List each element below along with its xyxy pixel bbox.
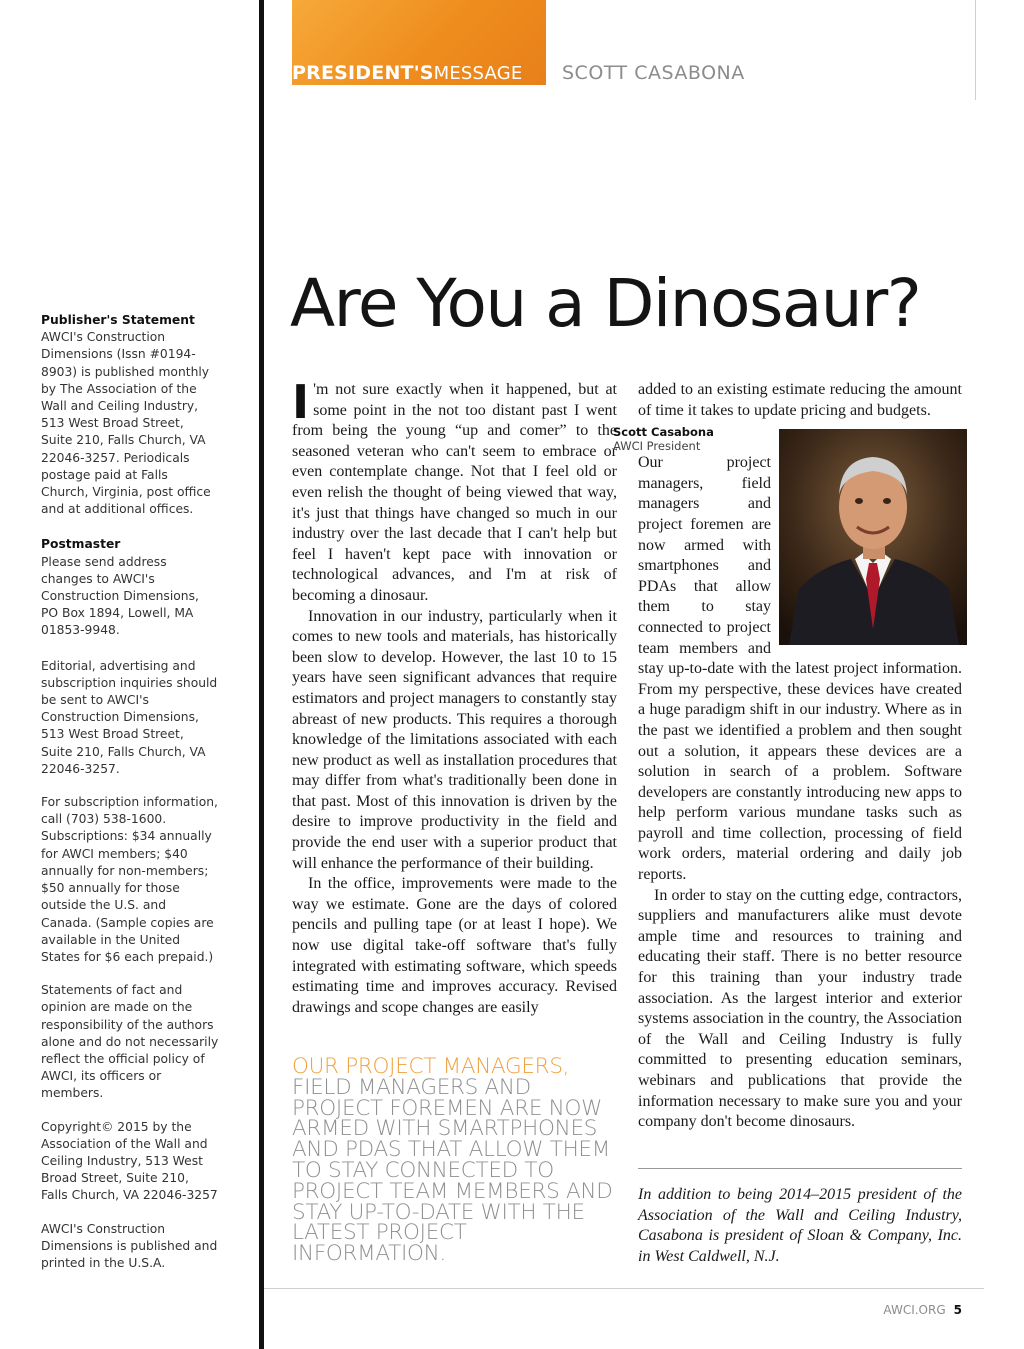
article-paragraph-2: Innovation in our industry, particularly when it comes to new tools and materials, has historically been slow to develop. However, the last 10 to 15 years have seen significant advances that require estimators and project managers to constantly stay abreast of new products. This requires a thorough knowledge of the limitations associated with each new product as well as installation procedures that may differ from what's traditionally been done in that past. Most of this innovation is driven by the desire to improve productivity in the field and provide the end user with a superior product that will enhance the performance of their building. (292, 607, 617, 872)
photo-caption-role: AWCI President (613, 439, 701, 454)
photo-caption-name: Scott Casabona (613, 425, 714, 440)
article-column-left (292, 375, 617, 1018)
author-bio: In addition to being 2014–2015 president of the Association of the Wall and Ceiling Industry, Casabona is president of Sloan & Company, Inc. in West Caldwell, N.J. (638, 1186, 962, 1265)
printed-in-text: AWCI's Construction Dimensions is published and printed in the U.S.A. (41, 1221, 218, 1270)
article-paragraph-3-continued: added to an existing estimate reducing the amount of time it takes to update pricing and budgets. (638, 381, 962, 419)
editorial-inquiries-text: Editorial, advertising and subscription inquiries should be sent to AWCI's Construction Dimensions, 513 West Broad Street, Suite 210, Falls Church, VA 22046-3257. (41, 658, 218, 776)
section-label-bold: PRESIDENT'S (292, 62, 434, 84)
author-photo-block (779, 429, 967, 645)
postmaster-heading: Postmaster (41, 537, 121, 552)
footer-site-link[interactable]: AWCI.ORG (883, 1303, 946, 1317)
right-margin-rule (975, 0, 976, 100)
statements-disclaimer: Statements of fact and opinion are made on the responsibility of the authors alone and do not necessarily reflect the official policy of AWCI, its officers or members. (41, 983, 219, 1101)
author-photo (779, 429, 967, 645)
copyright-text: Copyright© 2015 by the Association of the Wall and Ceiling Industry, 513 West Broad Street, Suite 210, Falls Church, VA 22046-3257 (41, 1119, 218, 1203)
footer-divider (264, 1288, 984, 1289)
pull-quote-accent: OUR PROJECT MANAGERS, (292, 1054, 570, 1079)
paragraph-1-text: 'm not sure exactly when it happened, but at some point in the not too distant past I went from being the young “up and comer” to the seasoned veteran who can't seem to embrace or even contemplate change. Not that I feel old or even relish the thought of being viewed that way, it's just that things have changed so much in our industry over the last decade that I can't help but feel I haven't kept pace with innovation or technological advances, and I'm at risk of becoming a dinosaur. (292, 381, 617, 604)
postmaster-text: Please send address changes to AWCI's Construction Dimensions, PO Box 1894, Lowell, MA 01853-9948. (41, 554, 199, 638)
page-folio (883, 1303, 962, 1317)
publisher-statement (41, 312, 219, 518)
publisher-sidebar (41, 312, 219, 1288)
bio-divider (638, 1168, 962, 1169)
author-byline: SCOTT CASABONA (562, 62, 745, 84)
pull-quote (292, 1054, 622, 1267)
subscription-text: For subscription information, call (703) 538-1600. Subscriptions: $34 annually for AWCI members; $40 annually for non-members; $50 annually for those outside the U.S. and Canada. (Sample copies are available in the United States for $6 each prepaid.) (41, 795, 218, 964)
publisher-statement-text: AWCI's Construction Dimensions (Issn #0194-8903) is published monthly by The Association of the Wall and Ceiling Industry, 513 West Broad Street, Suite 210, Falls Church, VA 22046-3257. Periodicals postage paid at Falls Church, Virginia, post office and at additional offices. (41, 330, 211, 517)
vertical-divider (259, 0, 264, 1349)
section-label-light: MESSAGE (433, 63, 523, 84)
pull-quote-text: FIELD MANAGERS AND PROJECT FOREMEN ARE NOW ARMED WITH SMARTPHONES AND PDAS THAT ALLOW THEM TO STAY CONNECTED TO PROJECT TEAM MEMBERS AND STAY UP-TO-DATE WITH THE LATEST PROJECT INFORMATION. (292, 1074, 613, 1267)
article-paragraph-1 (292, 375, 617, 607)
article-column-right (613, 380, 962, 1133)
article-paragraph-5: In order to stay on the cutting edge, contractors, suppliers and manufacturers alike must devote ample time and resources to training and educating their staff. There is no better resource for this training than your industry trade association. As the largest interior and exterior systems association in the country, the Association of the Wall and Ceiling Industry is fully committed to presenting education seminars, webinars and publications that provide the information necessary to make sure you and your company don't become dinosaurs. (638, 886, 962, 1131)
article-title: Are You a Dinosaur? (290, 265, 921, 342)
postmaster (41, 536, 219, 639)
drop-cap: I (292, 375, 310, 429)
section-label (292, 61, 522, 85)
publisher-statement-heading: Publisher's Statement (41, 313, 195, 327)
paragraph-4-text: Our project managers, field managers and project foremen are now armed with smartphones and PDAs that allow them to stay connected to project team members and stay up-to-date with the latest project information. From my perspective, these devices have created a huge paradigm shift in our industry. Where as in the past we identified a problem and then sought out a solution, it appears these devices are a solution in search of a problem. Software developers are constantly introducing new apps to help perform various mundane tasks such as payroll and time collection, processing of field work orders, material ordering and daily job reports. (638, 454, 962, 884)
page-number: 5 (953, 1303, 962, 1317)
article-paragraph-3: In the office, improvements were made to the way we estimate. Gone are the days of colored pencils and pulling tape (or at least I hope). We now use digital take-off software that's fully integrated with estimating software, which speeds estimating time and improves accuracy. Revised drawings and scope changes are easily (292, 875, 617, 1016)
